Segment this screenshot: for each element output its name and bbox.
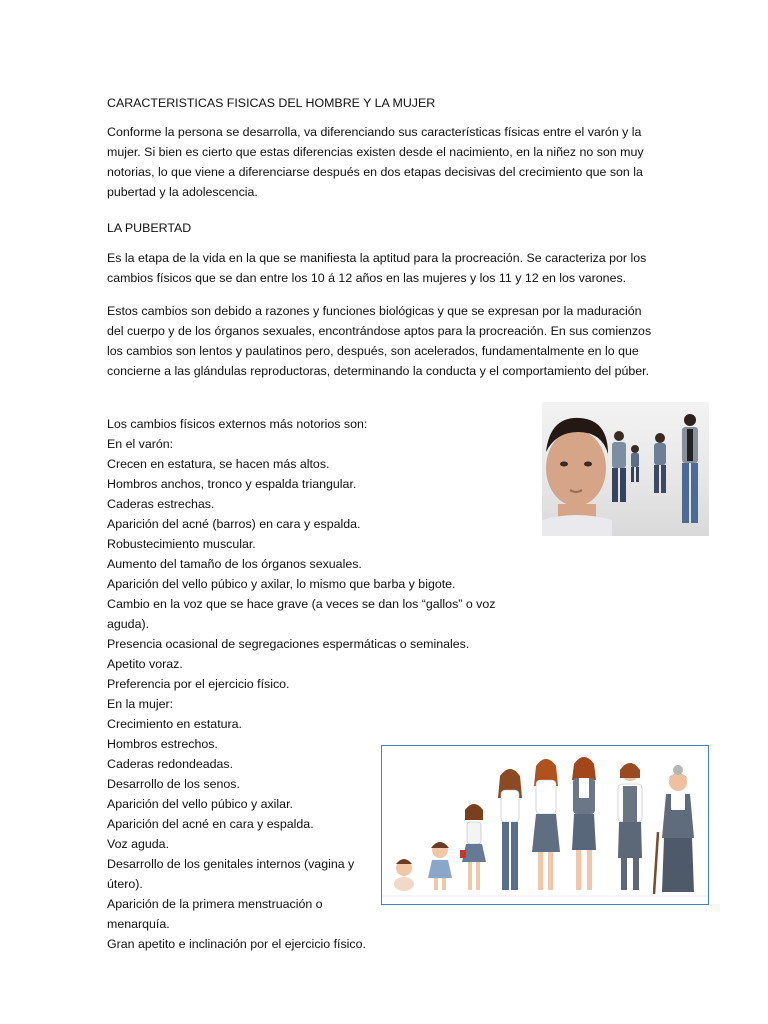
stage-toddler	[428, 842, 452, 890]
list-item: Desarrollo de los senos.	[107, 777, 240, 791]
list-item: Caderas estrechas.	[107, 497, 215, 511]
boys-growth-photo	[542, 402, 709, 536]
list-intro: Los cambios físicos externos más notorios son:	[107, 417, 368, 431]
list-item: Preferencia por el ejercicio físico.	[107, 677, 290, 691]
stage-baby	[394, 859, 414, 891]
female-life-stages-art	[382, 746, 708, 904]
list-item: Gran apetito e inclinación por el ejercicio físico.	[107, 937, 366, 951]
boys-growth-photo-art	[542, 402, 709, 536]
list-item: Voz aguda.	[107, 837, 170, 851]
list-item: Aparición del vello púbico y axilar.	[107, 797, 293, 811]
boy-figure-tall	[682, 414, 698, 523]
list-item: Hombros estrechos.	[107, 737, 218, 751]
intro-paragraph: Conforme la persona se desarrolla, va diferenciando sus características físicas entre el varón y la mujer. Si bien es cierto que estas diferencias existen desde el nacimiento, en la niñez no son muy notorias, lo que viene a diferenciarse después en dos etapas decisivas del crecimiento que son la pubertad y la adolescencia.	[107, 125, 644, 199]
list-item: Aumento del tamaño de los órganos sexuales.	[107, 557, 362, 571]
female-heading: En la mujer:	[107, 697, 174, 711]
list-item: Presencia ocasional de segregaciones espermáticas o seminales.	[107, 637, 470, 651]
list-item: Crecen en estatura, se hacen más altos.	[107, 457, 330, 471]
stage-adult-woman	[572, 757, 596, 890]
document-title: CARACTERISTICAS FISICAS DEL HOMBRE Y LA MUJER	[107, 96, 436, 110]
boy-figure-teen	[612, 431, 626, 502]
boy-figure-small	[631, 445, 639, 482]
boy-figure-medium	[654, 433, 666, 493]
paragraph-causes: Estos cambios son debido a razones y funciones biológicas y que se expresan por la maduración del cuerpo y de los órganos sexuales, encontrándose aptos para la procreación. En sus comienzos los cambios son lentos y paulatinos pero, después, son acelerados, fundamentalmente en lo que concierne a las glándulas reproductoras, determinando la conducta y el comportamiento del púber.	[107, 304, 652, 378]
stage-elderly-woman	[654, 765, 694, 894]
section-heading: LA PUBERTAD	[107, 221, 192, 235]
list-item: Aparición del acné en cara y espalda.	[107, 817, 314, 831]
stage-girl	[460, 804, 486, 890]
list-item: Robustecimiento muscular.	[107, 537, 256, 551]
list-item: Apetito voraz.	[107, 657, 183, 671]
list-item: Cambio en la voz que se hace grave (a veces se dan los “gallos” o voz aguda).	[107, 597, 496, 631]
list-item: Crecimiento en estatura.	[107, 717, 242, 731]
stage-young-woman	[532, 759, 560, 890]
list-item: Aparición del vello púbico y axilar, lo mismo que barba y bigote.	[107, 577, 456, 591]
list-item: Aparición del acné (barros) en cara y espalda.	[107, 517, 361, 531]
list-item: Hombros anchos, tronco y espalda triangular.	[107, 477, 357, 491]
list-item: Caderas redondeadas.	[107, 757, 234, 771]
male-heading: En el varón:	[107, 437, 174, 451]
stage-middle-aged-woman	[618, 763, 642, 890]
list-item: Desarrollo de los genitales internos (vagina y útero).	[107, 857, 355, 891]
female-life-stages-illustration	[381, 745, 709, 905]
boy-face	[542, 418, 612, 536]
stage-teen	[498, 769, 522, 890]
paragraph-definition: Es la etapa de la vida en la que se manifiesta la aptitud para la procreación. Se caracteriza por los cambios físicos que se dan entre los 10 á 12 años en las mujeres y los 11 y 12 en los varones.	[107, 251, 647, 285]
list-item: Aparición de la primera menstruación o menarquía.	[107, 897, 323, 931]
